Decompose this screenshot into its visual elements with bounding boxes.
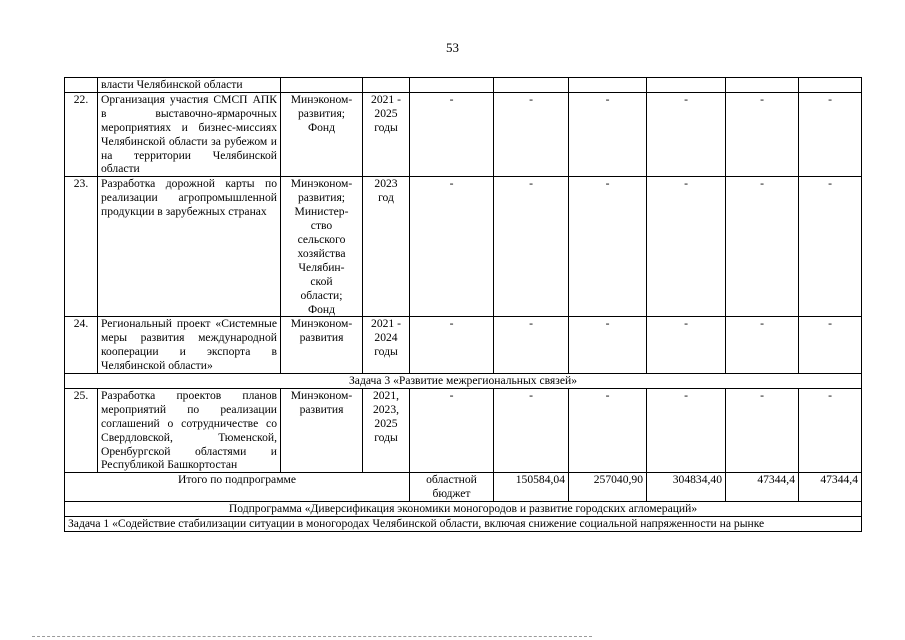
cell-value: - bbox=[726, 317, 799, 374]
page-number: 53 bbox=[446, 40, 459, 55]
table-row-23 bbox=[65, 177, 862, 317]
cell-name: Региональный проект «Системные меры развития международной кооперации и экспорта в Челябинской области» bbox=[98, 317, 281, 374]
cell-value: - bbox=[569, 388, 647, 472]
table-row-25 bbox=[65, 388, 862, 472]
cell-value: - bbox=[410, 388, 494, 472]
cell-executor: Минэконом- развития; Фонд bbox=[281, 92, 363, 176]
total-value: 150584,04 bbox=[494, 473, 569, 502]
task-1-header: Задача 1 «Содействие стабилизации ситуации в моногородах Челябинской области, включая снижение социальной напряженности на рынке bbox=[65, 517, 862, 532]
cell-name: Разработка дорожной карты по реализации агропромышленной продукции в зарубежных странах bbox=[98, 177, 281, 317]
cell-executor: Минэконом- развития bbox=[281, 317, 363, 374]
cell-num bbox=[65, 78, 98, 93]
cell-executor: Минэконом- развития bbox=[281, 388, 363, 472]
total-row bbox=[65, 473, 862, 502]
total-value: 47344,4 bbox=[726, 473, 799, 502]
cell-num: 25. bbox=[65, 388, 98, 472]
subprogram-header: Подпрограмма «Диверсификация экономики моногородов и развитие городских агломераций» bbox=[65, 502, 862, 517]
cell-num: 23. bbox=[65, 177, 98, 317]
cell-period: 2021 - 2025 годы bbox=[363, 92, 410, 176]
cell-value: - bbox=[726, 388, 799, 472]
cell-value: - bbox=[569, 92, 647, 176]
cell-period: 2021 - 2024 годы bbox=[363, 317, 410, 374]
page-bottom-divider bbox=[32, 636, 592, 637]
total-funding-source: областной бюджет bbox=[410, 473, 494, 502]
cell-value: - bbox=[726, 92, 799, 176]
cell-value: - bbox=[410, 317, 494, 374]
cell-value: - bbox=[799, 92, 862, 176]
cell-num: 22. bbox=[65, 92, 98, 176]
task-1-header-row bbox=[65, 517, 862, 532]
cell-value: - bbox=[494, 317, 569, 374]
cell-value: - bbox=[726, 177, 799, 317]
cell-value: - bbox=[647, 388, 726, 472]
program-table bbox=[64, 77, 862, 532]
table-row-continuation bbox=[65, 78, 862, 93]
task-3-header: Задача 3 «Развитие межрегиональных связей» bbox=[65, 374, 862, 389]
cell-value: - bbox=[569, 317, 647, 374]
cell-value: - bbox=[647, 92, 726, 176]
cell-value: - bbox=[494, 388, 569, 472]
cell-value: - bbox=[647, 317, 726, 374]
cell-executor: Минэконом- развития; Министер- ство сельского хозяйства Челябин- ской области; Фонд bbox=[281, 177, 363, 317]
cell-period: 2023 год bbox=[363, 177, 410, 317]
table-row-24 bbox=[65, 317, 862, 374]
total-label: Итого по подпрограмме bbox=[65, 473, 410, 502]
cell-period: 2021, 2023, 2025 годы bbox=[363, 388, 410, 472]
cell-value: - bbox=[494, 92, 569, 176]
cell-value: - bbox=[799, 317, 862, 374]
total-value: 257040,90 bbox=[569, 473, 647, 502]
cell-value: - bbox=[410, 92, 494, 176]
cell-name: власти Челябинской области bbox=[98, 78, 281, 93]
cell-name: Разработка проектов планов мероприятий по реализации соглашений о сотрудничестве со Свердловской, Тюменской, Оренбургской областями и Республикой Башкортостан bbox=[98, 388, 281, 472]
total-value: 304834,40 bbox=[647, 473, 726, 502]
cell-value: - bbox=[410, 177, 494, 317]
total-value: 47344,4 bbox=[799, 473, 862, 502]
cell-value: - bbox=[799, 177, 862, 317]
subprogram-header-row bbox=[65, 502, 862, 517]
cell-name: Организация участия СМСП АПК в выставочно-ярмарочных мероприятиях и бизнес-миссиях Челябинской области за рубежом и на территории Челябинской области bbox=[98, 92, 281, 176]
task-3-header-row bbox=[65, 374, 862, 389]
cell-value: - bbox=[799, 388, 862, 472]
cell-value: - bbox=[569, 177, 647, 317]
cell-value: - bbox=[494, 177, 569, 317]
cell-num: 24. bbox=[65, 317, 98, 374]
table-row-22 bbox=[65, 92, 862, 176]
cell-value: - bbox=[647, 177, 726, 317]
